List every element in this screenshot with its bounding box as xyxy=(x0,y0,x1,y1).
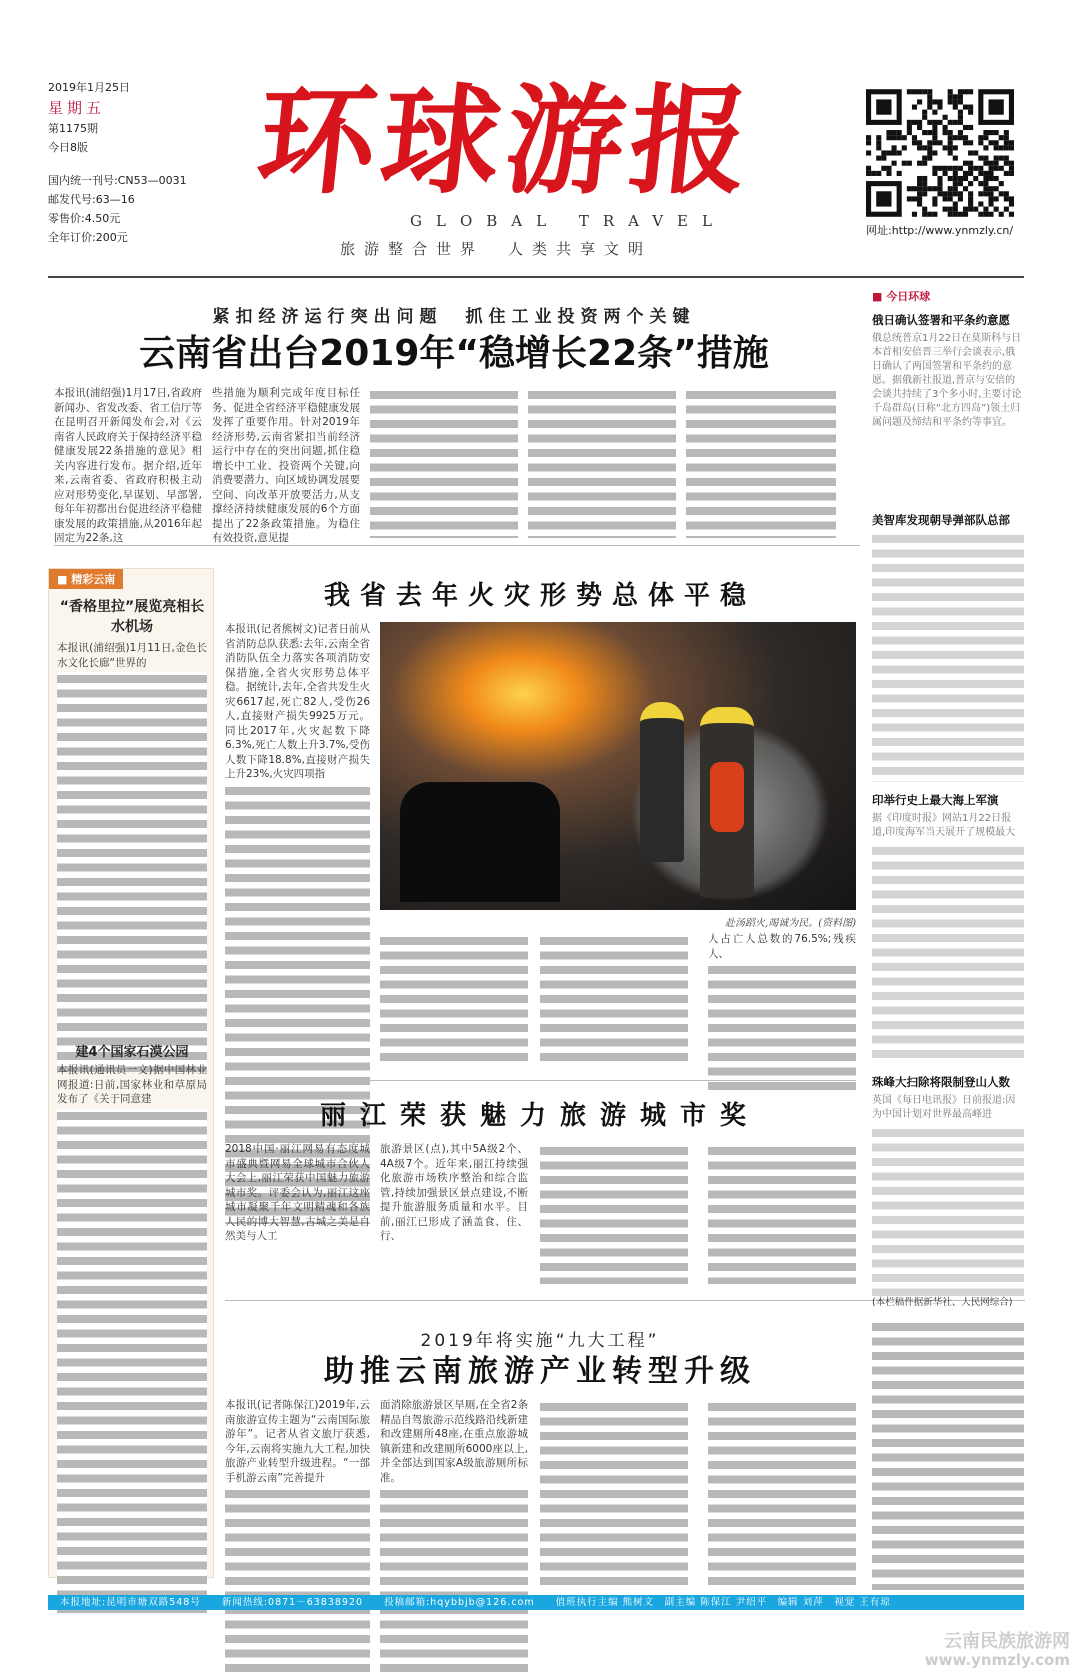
news-title[interactable]: 美智库发现朝导弹部队总部 xyxy=(872,513,1010,527)
world-news-column xyxy=(872,288,1024,1310)
divider xyxy=(225,1080,856,1081)
tires xyxy=(400,782,560,902)
weekday: 星期五 xyxy=(48,99,106,117)
fire-headline[interactable]: 我省去年火灾形势总体平稳 xyxy=(323,581,756,611)
issue-date: 2019年1月25日 xyxy=(48,81,130,94)
nine-col-2: 面消除旅游景区旱厕,在全省2条精品自驾旅游示范线路沿线新建和改建厕所48座,在重点旅游城镇新建和改建厕所6000座以上,并全部达到国家A级旅游厕所标准。 xyxy=(380,1398,528,1588)
news-body xyxy=(872,844,1024,1064)
lead-col-3 xyxy=(370,386,518,536)
fire-col-3 xyxy=(540,932,688,1062)
firefighter xyxy=(640,702,684,862)
nine-subtitle: 2019年将实施“九大工程” xyxy=(420,1331,660,1351)
fire-col-2 xyxy=(380,932,528,1062)
footer-bar: 本报地址:昆明市塘双路548号 新闻热线:0871－63838920 投稿邮箱:hqybbjb@126.com 值班执行主编 熊树文 副主编 陈保江 尹绍平 编辑 刘萍 视觉 王有琼 xyxy=(48,1595,1024,1610)
page-count: 今日8版 xyxy=(48,141,88,154)
section-label: ■ 今日环球 xyxy=(872,290,931,303)
masthead-slogan: 旅游整合世界 人类共享文明 xyxy=(340,240,653,258)
lijiang-col-4 xyxy=(708,1142,856,1282)
lead-col-5 xyxy=(686,386,836,536)
header-divider xyxy=(48,276,1024,278)
lijiang-col-1: 2018中国·丽江网易有态度城市盛典暨网易全球城市合伙人大会上,丽江荣获中国魅力旅游城市奖。评委会认为,丽江这座城市凝聚千年文明精魂和各族人民的博大智慧,古城之美是自然美与人工 xyxy=(225,1143,370,1242)
news-body: 英国《每日电讯报》日前报道:因为中国计划对世界最高峰进 xyxy=(872,1095,1016,1120)
nine-col-5 xyxy=(872,1318,1024,1588)
news-title[interactable]: 印举行史上最大海上军演 xyxy=(872,793,999,807)
cn-number: 国内统一刊号:CN53—0031 xyxy=(48,174,187,187)
news-body xyxy=(872,532,1024,782)
lead-col-4 xyxy=(528,386,676,536)
watermark: 云南民族旅游网 www.ynmzly.com xyxy=(924,1631,1070,1669)
section-tag: ■ 精彩云南 xyxy=(49,569,123,589)
fire-col-1: 本报讯(记者熊树文)记者日前从省消防总队获悉:去年,云南全省消防队伍全力落实各项消防安保措施,全省火灾形势总体平稳。据统计,去年,全省共发生火灾6617起,死亡82人,受伤26人,直接财产损失9925万元。同比2017年,火灾起数下降6.3%,死亡人数上升3.7%,受伤人数下降18.8%,直接财产损失上升23%,火灾四项指 xyxy=(225,622,370,1062)
postal-code: 邮发代号:63—16 xyxy=(48,193,135,206)
nine-col-1: 本报讯(记者陈保江)2019年,云南旅游宣传主题为“云南国际旅游年”。记者从省文旅厅获悉,今年,云南将实施九大工程,加快旅游产业转型升级进程。“一部手机游云南”完善提升 xyxy=(225,1398,370,1588)
nine-headline[interactable]: 助推云南旅游产业转型升级 xyxy=(324,1354,756,1389)
story-title[interactable]: 建4个国家石漠公园 xyxy=(75,1045,189,1060)
masthead-logo: 环球游报 xyxy=(250,71,762,210)
divider xyxy=(54,545,860,546)
news-body: 据《印度时报》网站1月22日报道,印度海军当天展开了规模最大 xyxy=(872,813,1016,838)
lead-headline[interactable]: 云南省出台2019年“稳增长22条”措施 xyxy=(139,333,769,374)
news-credit: (本栏稿件据新华社、人民网综合) xyxy=(872,1297,1013,1308)
nine-col-3 xyxy=(540,1398,688,1588)
story-body: 本报讯(通讯员一文)据中国林业网报道:日前,国家林业和草原局发布了《关于同意建 xyxy=(57,1063,207,1573)
news-body xyxy=(872,1126,1024,1296)
news-body: 俄总统普京1月22日在莫斯科与日本首相安倍晋三举行会谈表示,俄日确认了两国签署和平条约的意愿。据俄新社报道,普京与安倍的会谈共持续了3个多小时,主要讨论千岛群岛(日称“北方四岛”)领土归属问题及缔结和平条约等事宜。 xyxy=(872,333,1022,428)
nine-col-4 xyxy=(708,1398,856,1588)
fire-photo[interactable] xyxy=(380,622,856,910)
lead-col-2: 些措施为顺利完成年度目标任务、促进全省经济平稳健康发展发挥了重要作用。针对2019年经济形势,云南省紧扣当前经济运行中存在的突出问题,抓住稳增长中工业、投资两个关键,向消费要潜力、向区域协调发展要空间、向改革开放要活力,从支撑经济持续健康发展的6个方面提出了22条政策措施。为稳住有效投资,意见提 xyxy=(212,387,360,544)
lijiang-headline[interactable]: 丽江荣获魅力旅游城市奖 xyxy=(319,1101,760,1131)
story-title[interactable]: “香格里拉”展览亮相长水机场 xyxy=(59,599,205,635)
air-tank xyxy=(710,762,744,832)
annual-price: 全年订价:200元 xyxy=(48,231,128,244)
lead-col-1: 本报讯(浦绍强)1月17日,省政府新闻办、省发改委、省工信厅等在昆明召开新闻发布会,对《云南省人民政府关于保持经济平稳健康发展22条措施的意见》相关内容进行发布。据介绍,近年来,云南省委、省政府积极主动应对形势变化,早谋划、早部署,每年年初都出台促进经济平稳健康发展的政策措施,从2016年起固定为22条,这 xyxy=(54,387,202,544)
photo-caption: 赴汤蹈火,竭诚为民。(资料图) xyxy=(725,918,856,929)
website-url[interactable]: 网址:http://www.ynmzly.cn/ xyxy=(866,224,1014,237)
masthead-info xyxy=(48,78,187,247)
news-title[interactable]: 俄日确认签署和平条约意愿 xyxy=(872,313,1010,327)
left-sidebar xyxy=(48,568,214,1578)
qr-code[interactable] xyxy=(866,88,1014,218)
fire-col-4: 人占亡人总数的76.5%;残疾人、 xyxy=(708,932,856,1062)
story-body: 本报讯(浦绍强)1月11日,金色长水文化长廊“世界的 xyxy=(57,641,207,1041)
retail-price: 零售价:4.50元 xyxy=(48,212,121,225)
news-title[interactable]: 珠峰大扫除将限制登山人数 xyxy=(872,1075,1010,1089)
masthead-english: GLOBAL TRAVEL xyxy=(410,212,726,230)
lead-kicker: 紧扣经济运行突出问题 抓住工业投资两个关键 xyxy=(212,307,696,327)
lijiang-col-3 xyxy=(540,1142,688,1282)
lijiang-col-2: 旅游景区(点),其中5A级2个、4A级7个。近年来,丽江持续强化旅游市场秩序整治和综合监管,持续加强景区景点建设,不断提升旅游服务质量和水平。目前,丽江已形成了涵盖食、住、行、 xyxy=(380,1143,528,1242)
issue-number: 第1175期 xyxy=(48,122,98,135)
